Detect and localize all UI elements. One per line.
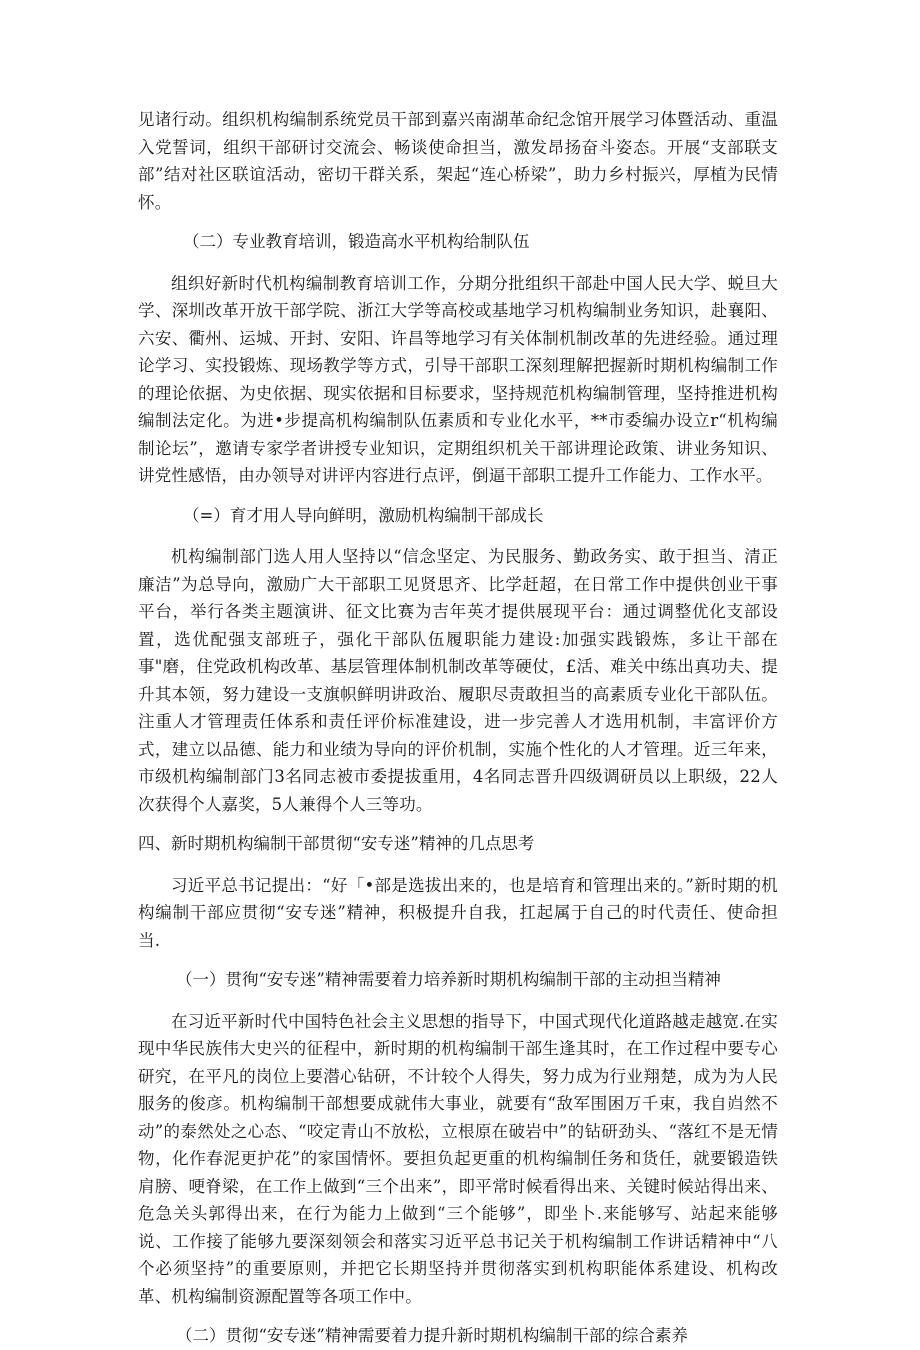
paragraph-party-activities: 见诸行动。组织机构编制系统党员干部到嘉兴南湖革命纪念馆开展学习体暨活动、重温入党誓词，组织干部研讨交流会、畅谈使命担当，激发昂扬奋斗姿态。开展“支部联支部”结对社区联谊活动，密切干群关系，架起“连心桥梁”，助力乡村振兴，厚植为民情怀。	[138, 110, 778, 212]
heading-comprehensive-quality: （二）贯彻“安专迷”精神需要着力提升新时期机构编制干部的综合素养	[176, 1326, 688, 1345]
heading-talent-cultivation: （=）育才用人导向鲜明，激励机构编制干部成长	[183, 505, 544, 525]
paragraph-training: 组织好新时代机构编制教育培训工作，分期分批组织干部赴中国人民大学、蜕旦大学、深圳改革开放干部学院、浙江大学等高校或基地学习机构编制业务知识，赴襄阳、六安、衢州、运城、开封、安阳、许昌等地学习有关体制机制改革的先进经验。通过理论学习、实投锻炼、现场教学等方式，引导干部职工深刻理解把握新时期机构编制工作的理论依据、为史依据、现实依据和目标要求，坚持规范机构编制管理，坚持推进机构编制法定化。为进•步提高机构编制队伍素质和专业化水平，**市委编办设立r“机构编制论坛”，邀请专家学者讲授专业知识，定期组织机关干部讲理论政策、讲业务知识、讲党性感悟，由办领导对讲评内容进行点评，倒逼干部职工提升工作能力、工作水平。	[138, 273, 778, 485]
heading-professional-training: （二）专业教育培训，锻造高水平机构给制队伍	[183, 232, 530, 251]
paragraph-talent: 机构编制部门选人用人坚持以“信念坚定、为民服务、勤政务实、敢于担当、清正廉洁”为总导向，激励广大干部职工见贤思齐、比学赶超，在日常工作中提供创业干事平台，举行各类主题演讲、征文比赛为吉年英才提供展现平台：通过调整优化支部设置，选优配强支部班子，强化干部队伍履职能力建设:加强实践锻炼，多让干部在事"磨，住党政机构改革、基层管理体制机制改革等硬仗，£活、难关中练出真功夫、提升其本领，努力建设一支旗帜鲜明讲政治、履职尽责敢担当的高素质专业化干部队伍。注重人才管理责任体系和责任评价标准建设，进一步完善人才选用机制，丰富评价方式，建立以品德、能力和业绩为导向的评价机制，实施个性化的人才管理。近三年来，市级机构编制部门3名同志被市委提拔重用，4名同志晋升四级调研员以上职级，22人次获得个人嘉奖，5人兼得个人三等功。	[138, 547, 778, 814]
paragraph-xi-quote: 习近平总书记提出：“好「•部是选拔出来的，也是培育和管理出来的。”新时期的机构编制干部应贯彻“安专迷”精神，积极提升自我，扛起属于自己的时代责任、使命担当.	[138, 875, 778, 950]
paragraph-initiative: 在习近平新时代中国特色社会主义思想的指导下，中国式现代化道路越走越宽.在实现中华民族伟大史兴的征程中，新时期的机构编制干部生逢其时，在工作过程中要专心研究，在平凡的岗位上要潜心钻研，不计较个人得失，努力成为行业翔楚，成为为人民服务的俊彦。机构编制干部想要成就伟大事业，就要有“敌军围困万千束，我自岿然不动”的泰然处之心态、“咬定青山不放松，立根原在破岩中”的钻研劲头、“落红不是无情物，化作春泥更护花”的家国情怀。要担负起更重的机构编制任务和货任，就要锻造铁肩膀、哽脊梁，在工作上做到“三个出来”，即平常时候看得出来、关键时候站得出来、危急关头郭得出来，在行为能力上做到“三个能够”，即坐卜.来能够写、站起来能够说、工作接了能够九要深刻领会和落实习近平总书记关于机构编制工作讲话精神中“八个必须坚持”的重要原则，并把它长期坚持并贯彻落实到机构职能体系建设、机构改革、机构编制资源配置等各项工作中。	[138, 1011, 778, 1306]
heading-initiative-spirit: （一）贯徇“安专迷”精神需要着力培养新时期机构编制干部的主动担当精神	[176, 970, 721, 989]
document-page	[138, 106, 778, 1350]
heading-section-four: 四、新时期机构编制干部贯彻“安专迷”精神的几点思考	[138, 834, 535, 853]
